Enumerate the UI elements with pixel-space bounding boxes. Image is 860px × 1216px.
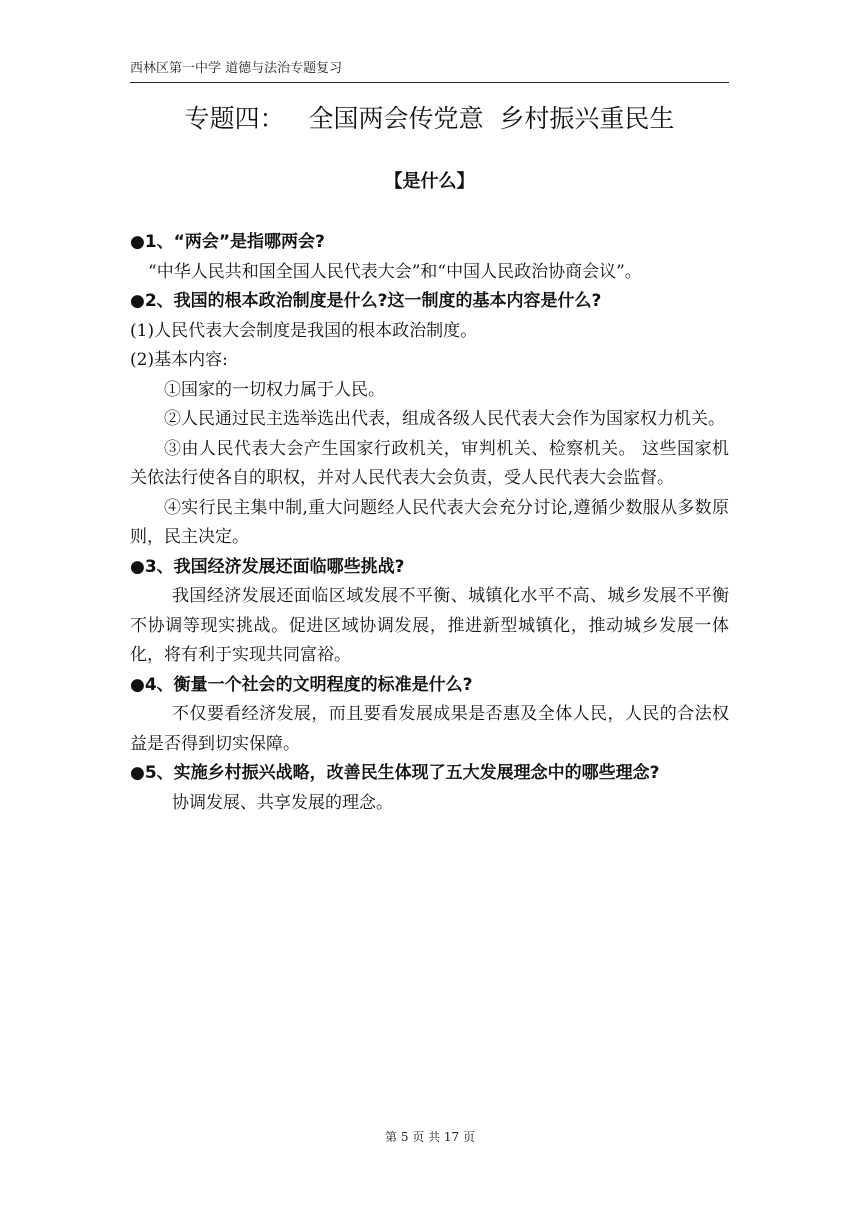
answer-2-item-4: ④实行民主集中制,重大问题经人民代表大会充分讨论,遵循少数服从多数原则，民主决定。 — [130, 497, 729, 547]
answer-2-point-1: (1)人民代表大会制度是我国的根本政治制度。 — [130, 320, 478, 341]
question-5: ●5、实施乡村振兴战略，改善民生体现了五大发展理念中的哪些理念? — [130, 763, 660, 783]
document-body — [130, 228, 729, 818]
page-title: 专题四： 全国两会传党意 乡村振兴重民生 — [184, 104, 675, 133]
answer-3: 我国经济发展还面临区域发展不平衡、城镇化水平不高、城乡发展不平衡不协调等现实挑战。促进区域协调发展，推进新型城镇化，推动城乡发展一体化，将有利于实现共同富裕。 — [130, 586, 729, 665]
answer-4: 不仅要看经济发展，而且要看发展成果是否惠及全体人民，人民的合法权益是否得到切实保障。 — [130, 704, 729, 754]
answer-5: 协调发展、共享发展的理念。 — [172, 792, 393, 813]
question-2: ●2、我国的根本政治制度是什么?这一制度的基本内容是什么? — [130, 291, 602, 311]
question-4: ●4、衡量一个社会的文明程度的标准是什么? — [130, 674, 473, 695]
page-footer: 第 5 页 共 17 页 — [385, 1130, 475, 1144]
answer-2-point-2: (2)基本内容: — [130, 350, 228, 370]
answer-1: “中华人民共和国全国人民代表大会”和“中国人民政治协商会议”。 — [148, 261, 642, 282]
page-header — [130, 60, 729, 83]
answer-2-item-2: ②人民通过民主选举选出代表，组成各级人民代表大会作为国家权力机关。 — [164, 409, 725, 429]
question-3: ●3、我国经济发展还面临哪些挑战? — [130, 556, 405, 577]
section-label: 【是什么】 — [384, 171, 475, 192]
answer-2-item-1: ①国家的一切权力属于人民。 — [164, 379, 385, 400]
answer-2-item-3: ③由人民代表大会产生国家行政机关，审判机关、检察机关。 这些国家机关依法行使各自的职权，并对人民代表大会负责，受人民代表大会监督。 — [130, 438, 729, 488]
header-text: 西林区第一中学 道德与法治专题复习 — [130, 61, 343, 76]
question-1: ●1、“两会”是指哪两会? — [130, 232, 325, 252]
